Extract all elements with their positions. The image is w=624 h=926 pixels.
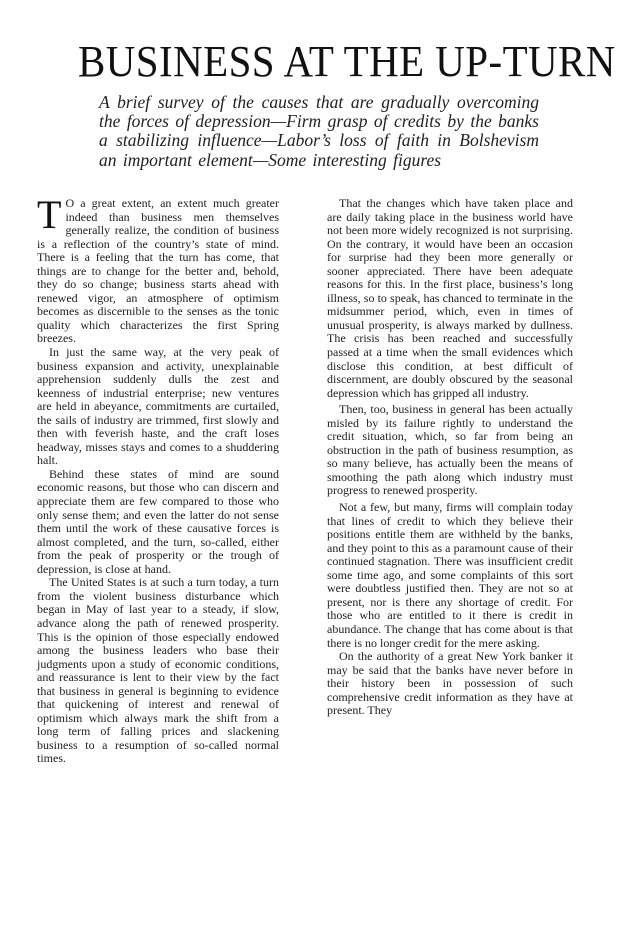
paragraph: On the authority of a great New York banker it may be said that the banks have never before in their history been in possession of such comprehensive credit information as they have at present. They [327, 649, 573, 718]
article-subtitle-deck: A brief survey of the causes that are gradually overcoming the forces of depression—Firm grasp of credits by the banks a stabilizing influence—Labor’s loss of faith in Bolshevism an important element—Some interesting figures [99, 92, 539, 170]
drop-cap: T [37, 192, 62, 237]
right-text-column [327, 197, 573, 718]
paragraph: Behind these states of mind are sound economic reasons, but those who can discern and appreciate them are few compared to those who only sense them; and even the latter do not sense them until the work of these causative forces is almost completed, and the turn, so-called, either from the peak of prosperity or the trough of depression, is close at hand. [37, 466, 279, 576]
paragraph: In just the same way, at the very peak of business expansion and activity, unexplainable apprehension suddenly dulls the zest and keenness of industrial enterprise; new ventures are held in abeyance, commitments are curtailed, the sails of industry are trimmed, first slowly and then with feverish haste, and the craft loses headway, misses stays and comes to a shuddering halt. [37, 345, 279, 468]
article-title: BUSINESS AT THE UP-TURN [78, 37, 616, 86]
left-text-column [37, 192, 279, 766]
paragraph: That the changes which have taken place and are daily taking place in the business world have not been more widely recognized is not surprising. On the contrary, it would have been an occasion for surprise had they been more generally or sooner appreciated. There have been adequate reasons for this. In the first place, business’s long illness, so to speak, has chanced to terminate in the midsummer period, which, even in times of unusual prosperity, is always marked by dullness. The crisis has been reached and successfully passed at a time when the small evidences which disclose this condition, at best difficult of discernment, are doubly obscured by the seasonal depression which has gripped all industry. [327, 196, 573, 400]
paragraph: Then, too, business in general has been actually misled by its failure rightly to understand the credit situation, which, so far from being an obstruction in the path of business resumption, as so many believe, has actually been the means of smoothing the path along which industry must progress to renewed prosperity. [327, 402, 573, 498]
paragraph-text: O a great extent, an extent much greater indeed than business men themselves generally realize, the condition of business is a reflection of the country’s state of mind. There is a feeling that the turn has come, that things are to change for the better and, behold, they do so change; business starts ahead with renewed vigor, an atmosphere of optimism becomes as discernible to the senses as the tonic quality which characterizes the first Spring breezes. [37, 196, 279, 346]
paragraph [37, 192, 279, 346]
paragraph: Not a few, but many, firms will complain today that lines of credit to which they believe their positions entitle them are withheld by the banks, and they point to this as a paramount cause of their continued stagnation. There was insufficient credit some time ago, and some complaints of this sort were doubtless justified then. They are not so at present, nor is there any shortage of credit. For those who are entitled to it there is credit in abundance. The change that has come about is that there is no longer credit for the mere asking. [327, 500, 573, 650]
paragraph: The United States is at such a turn today, a turn from the violent business disturbance which began in May of last year to a steady, if slow, advance along the path of renewed prosperity. This is the opinion of those especially endowed among the business leaders who base their judgments upon a study of economic conditions, and reassurance is lent to their view by the fact that business in general is beginning to evidence that quickening of interest and renewal of optimism which always mark the shift from a long term of falling prices and slackening business to a resumption of so-called normal times. [37, 575, 279, 766]
